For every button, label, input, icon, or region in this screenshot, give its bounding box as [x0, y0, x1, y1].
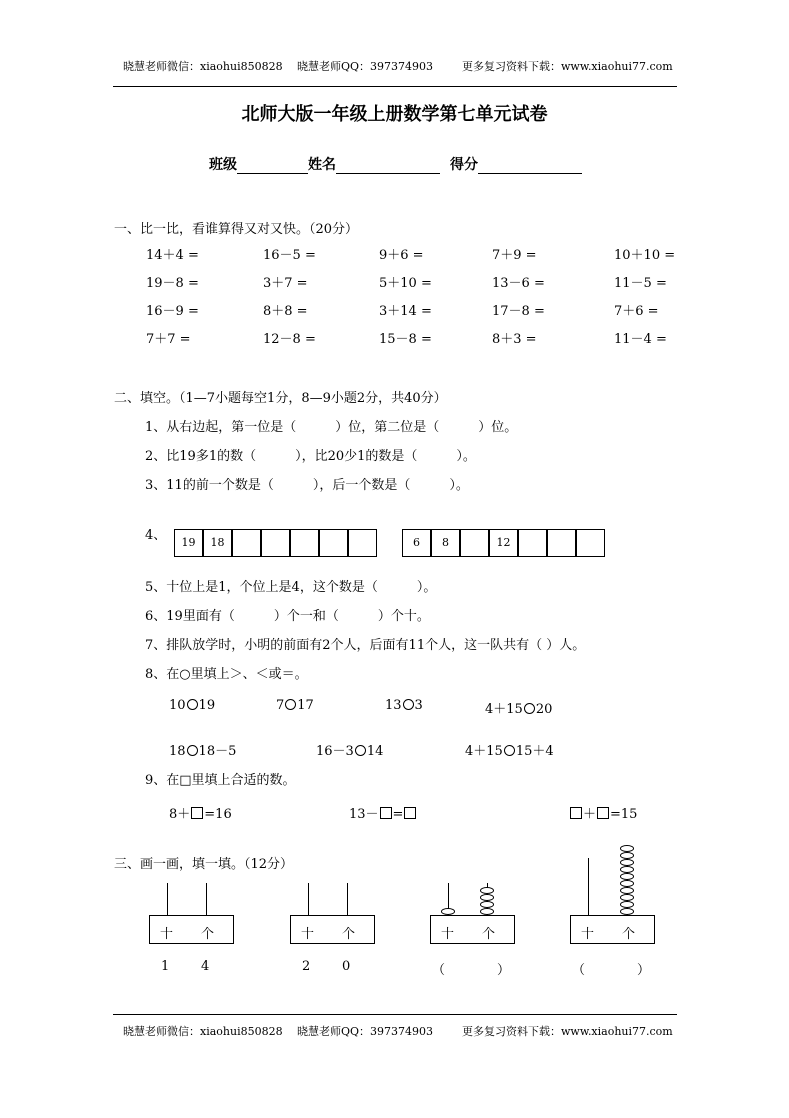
ones-bead — [620, 901, 634, 908]
footer-qq: 晓慧老师QQ：397374903 — [297, 1025, 434, 1038]
tens-label: 十 — [160, 927, 174, 942]
q9-text: 9、在□里填上合适的数。 — [145, 773, 296, 788]
tens-bead — [441, 908, 455, 915]
arithmetic-problem: 14＋4 = — [146, 248, 199, 263]
q1-text: 1、从右边起，第一位是（ ）位，第二位是（ ）位。 — [145, 420, 518, 435]
score-label: 得分 — [450, 157, 478, 173]
ones-answer: 0 — [342, 959, 351, 974]
ones-bead — [620, 866, 634, 873]
sequence-cell[interactable] — [232, 529, 261, 557]
arithmetic-problem: 11－5 = — [614, 276, 667, 291]
ones-bead — [480, 901, 494, 908]
answer-blank[interactable]: （ ） — [432, 963, 511, 978]
arithmetic-problem: 8＋8 = — [263, 304, 308, 319]
compare-right: 3 — [414, 698, 423, 713]
sequence-cell[interactable]: 19 — [174, 529, 203, 557]
q9-c-right: =15 — [610, 807, 638, 822]
compare-right: 18－5 — [198, 744, 237, 759]
ones-bead — [480, 894, 494, 901]
arithmetic-problem: 16－5 = — [263, 248, 316, 263]
tens-rod — [308, 883, 309, 915]
compare-left: 4＋15 — [485, 702, 523, 717]
compare-left: 13 — [385, 698, 402, 713]
footer-download: 更多复习资料下载：www.xiaohui77.com — [462, 1025, 673, 1038]
sequence-cell[interactable]: 6 — [402, 529, 431, 557]
compare-right: 15＋4 — [515, 744, 554, 759]
compare-left: 7 — [276, 698, 285, 713]
ones-bead — [620, 908, 634, 915]
tens-label: 十 — [581, 927, 595, 942]
arithmetic-problem: 7＋9 = — [492, 248, 537, 263]
arithmetic-problem: 7＋6 = — [614, 304, 659, 319]
ones-bead — [620, 887, 634, 894]
arithmetic-problem: 8＋3 = — [492, 332, 537, 347]
ones-label: 个 — [342, 927, 356, 942]
section2-heading: 二、填空。（1—7小题每空1分，8—9小题2分，共40分） — [114, 391, 447, 406]
q9-a-left: 8＋ — [169, 807, 191, 822]
sequence-cell[interactable] — [460, 529, 489, 557]
compare-right: 20 — [535, 702, 553, 717]
header-download: 更多复习资料下载：www.xiaohui77.com — [462, 60, 673, 73]
q8-text: 8、在○里填上＞、＜或＝。 — [145, 667, 308, 682]
tens-label: 十 — [441, 927, 455, 942]
q9-item-b — [349, 803, 417, 822]
info-line — [209, 154, 582, 174]
answer-square[interactable] — [191, 807, 203, 819]
ones-rod — [206, 883, 207, 915]
sequence-cell[interactable]: 18 — [203, 529, 232, 557]
header-rule — [113, 86, 677, 87]
answer-blank[interactable]: （ ） — [572, 963, 651, 978]
footer-wechat: 晓慧老师微信：xiaohui850828 — [123, 1025, 283, 1038]
answer-square[interactable] — [404, 807, 416, 819]
sequence-cell[interactable] — [319, 529, 348, 557]
compare-circle[interactable] — [187, 745, 198, 756]
class-label: 班级 — [209, 157, 237, 173]
q2-text: 2、比19多1的数（ ），比20少1的数是（ ）。 — [145, 449, 476, 464]
q6-text: 6、19里面有（ ）个一和（ ）个十。 — [145, 609, 430, 624]
compare-left: 18 — [169, 744, 186, 759]
ones-label: 个 — [201, 927, 215, 942]
q9-item-a — [169, 803, 232, 822]
compare-right: 19 — [198, 698, 216, 713]
arithmetic-problem: 10＋10 = — [614, 248, 676, 263]
compare-item — [169, 740, 236, 759]
compare-right: 14 — [366, 744, 384, 759]
section3-heading: 三、画一画，填一填。（12分） — [114, 857, 294, 872]
ones-bead — [620, 880, 634, 887]
answer-square[interactable] — [380, 807, 392, 819]
page-title: 北师大版一年级上册数学第七单元试卷 — [241, 104, 548, 125]
tens-rod — [167, 883, 168, 915]
compare-circle[interactable] — [355, 745, 366, 756]
tens-answer: 2 — [302, 959, 311, 974]
compare-circle[interactable] — [524, 703, 535, 714]
arithmetic-problem: 3＋14 = — [379, 304, 432, 319]
arithmetic-problem: 12－8 = — [263, 332, 316, 347]
q5-text: 5、十位上是1，个位上是4，这个数是（ ）。 — [145, 580, 437, 595]
ones-bead — [480, 908, 494, 915]
sequence-cell[interactable]: 12 — [489, 529, 518, 557]
footer-rule — [113, 1014, 677, 1015]
q9-item-c — [569, 803, 637, 822]
arithmetic-problem: 17－8 = — [492, 304, 545, 319]
compare-right: 17 — [297, 698, 314, 713]
ones-label: 个 — [622, 927, 636, 942]
q4-label: 4、 — [145, 528, 167, 543]
ones-label: 个 — [482, 927, 496, 942]
compare-item — [316, 740, 383, 759]
ones-bead — [620, 845, 634, 852]
arithmetic-problem: 13－6 = — [492, 276, 545, 291]
compare-item — [465, 740, 554, 759]
compare-left: 4＋15 — [465, 744, 503, 759]
ones-rod — [347, 883, 348, 915]
ones-answer: 4 — [201, 959, 210, 974]
tens-rod — [588, 858, 589, 915]
section1-heading: 一、比一比，看谁算得又对又快。（20分） — [114, 222, 359, 237]
ones-bead — [620, 873, 634, 880]
q7-text: 7、排队放学时，小明的前面有2个人，后面有11个人，这一队共有（ ）人。 — [145, 638, 586, 653]
compare-circle[interactable] — [403, 699, 414, 710]
arithmetic-problem: 16－9 = — [146, 304, 199, 319]
sequence-cell[interactable] — [348, 529, 377, 557]
compare-circle[interactable] — [285, 699, 296, 710]
ones-bead — [620, 859, 634, 866]
name-label: 姓名 — [308, 157, 336, 173]
tens-label: 十 — [301, 927, 315, 942]
class-blank[interactable] — [237, 157, 308, 174]
score-blank[interactable] — [478, 157, 582, 174]
sequence-cell[interactable] — [290, 529, 319, 557]
arithmetic-problem: 11－4 = — [614, 332, 667, 347]
sequence-cell[interactable] — [547, 529, 576, 557]
compare-item — [485, 698, 552, 717]
sequence-cell[interactable]: 8 — [431, 529, 460, 557]
ones-bead — [480, 887, 494, 894]
arithmetic-problem: 5＋10 = — [379, 276, 432, 291]
answer-square[interactable] — [597, 807, 609, 819]
q9-c-mid: ＋ — [583, 807, 597, 822]
answer-square[interactable] — [570, 807, 582, 819]
name-blank[interactable] — [336, 157, 440, 174]
compare-item — [385, 698, 423, 713]
arithmetic-problem: 9＋6 = — [379, 248, 424, 263]
header-wechat: 晓慧老师微信：xiaohui850828 — [123, 60, 283, 73]
compare-item — [169, 698, 215, 713]
q9-a-right: =16 — [204, 807, 232, 822]
sequence-cell[interactable] — [576, 529, 605, 557]
q9-b-left: 13－ — [349, 807, 379, 822]
sequence-cell[interactable] — [518, 529, 547, 557]
q3-text: 3、11的前一个数是（ ），后一个数是（ ）。 — [145, 478, 469, 493]
arithmetic-problem: 19－8 = — [146, 276, 199, 291]
arithmetic-problem: 3＋7 = — [263, 276, 308, 291]
q9-b-mid: = — [392, 807, 404, 822]
tens-answer: 1 — [161, 959, 170, 974]
compare-circle[interactable] — [187, 699, 198, 710]
compare-left: 16－3 — [316, 744, 354, 759]
arithmetic-problem: 15－8 = — [379, 332, 432, 347]
compare-circle[interactable] — [504, 745, 515, 756]
arithmetic-problem: 7＋7 = — [146, 332, 191, 347]
ones-bead — [620, 852, 634, 859]
compare-item — [276, 698, 314, 713]
header-qq: 晓慧老师QQ：397374903 — [297, 60, 434, 73]
ones-bead — [620, 894, 634, 901]
sequence-cell[interactable] — [261, 529, 290, 557]
compare-left: 10 — [169, 698, 186, 713]
